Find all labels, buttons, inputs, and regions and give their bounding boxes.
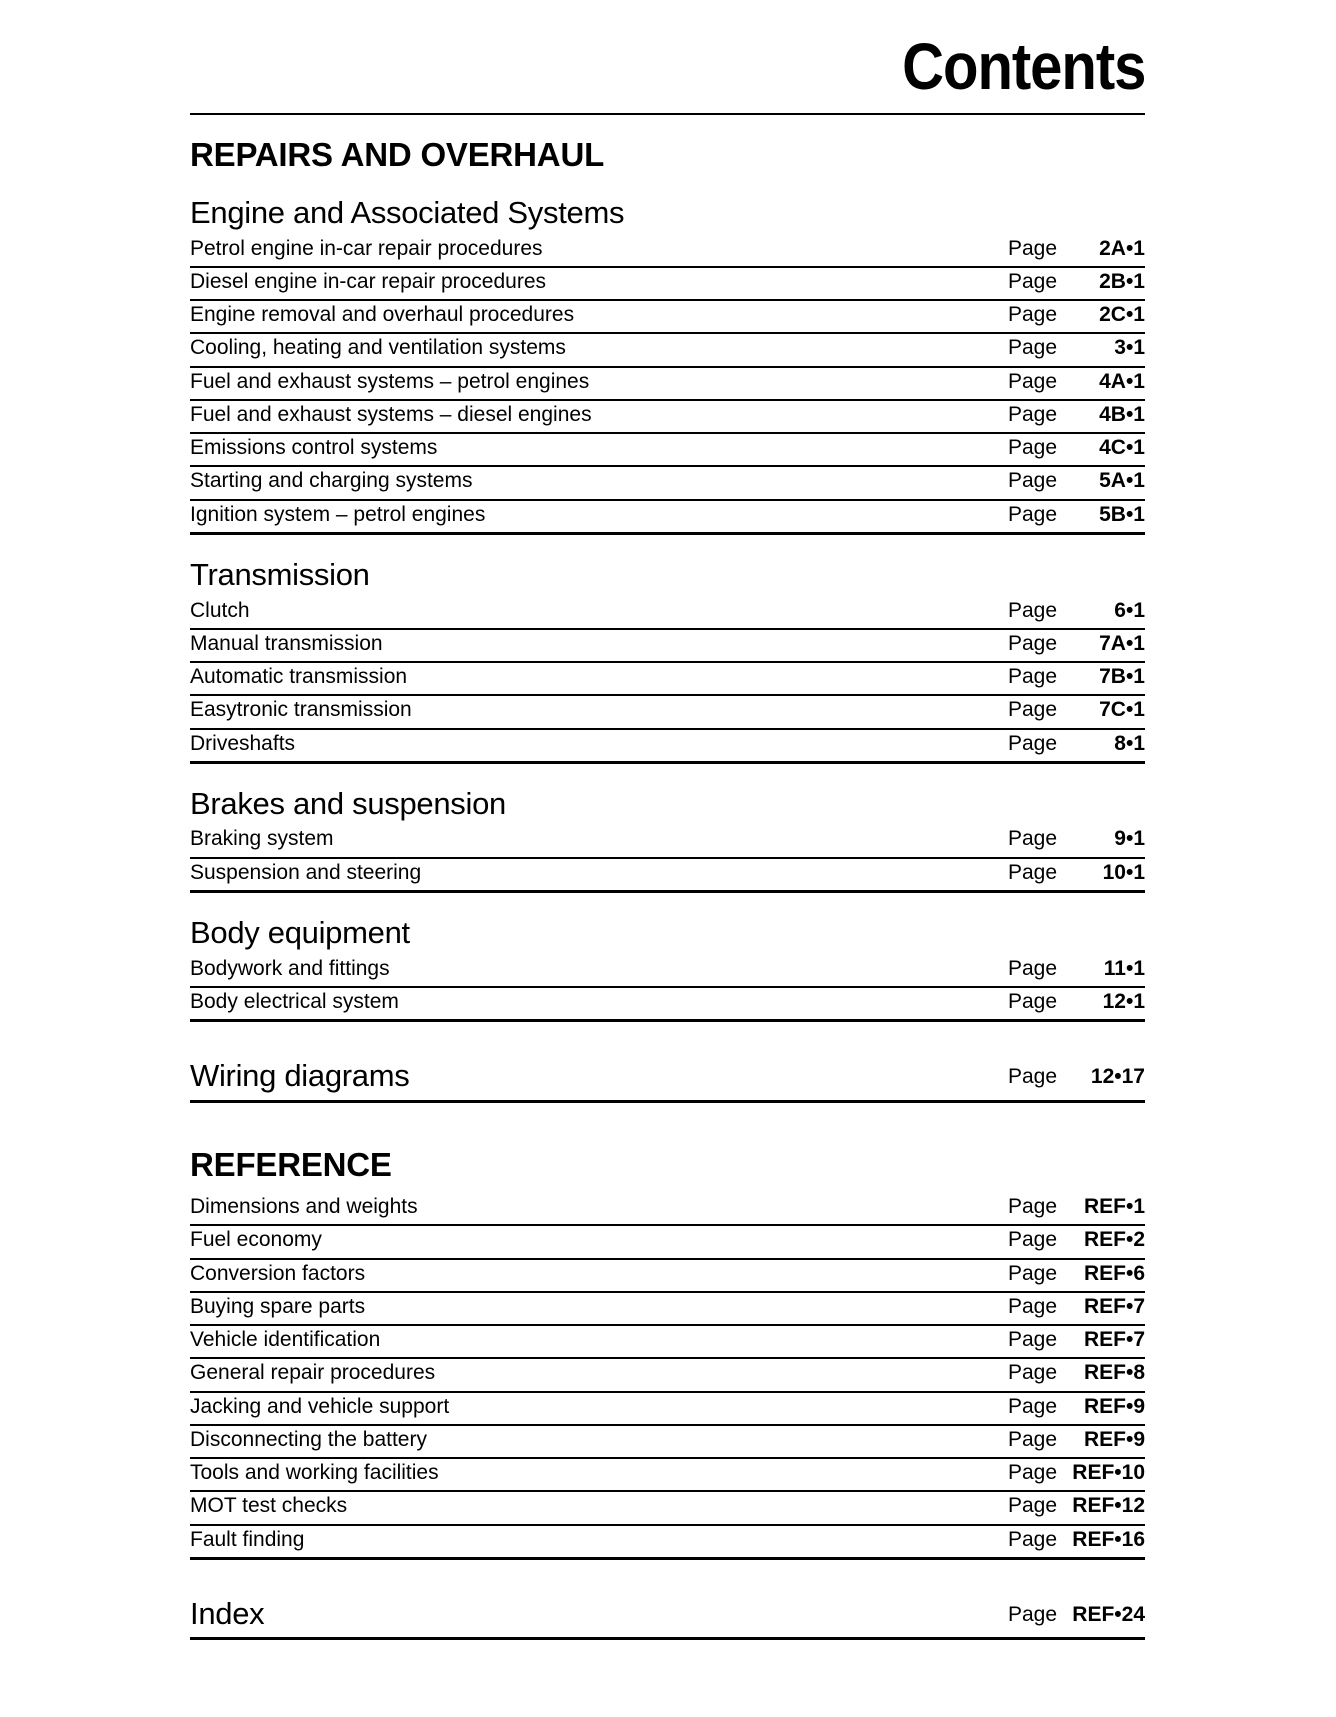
page-label: Page	[1007, 827, 1057, 851]
page-label: Page	[1007, 989, 1057, 1013]
toc-entry-clutch[interactable]	[190, 597, 1145, 630]
group-spacer	[190, 1183, 1145, 1193]
page-label: Page	[1007, 731, 1057, 755]
page-number: REF•10	[1072, 1461, 1145, 1485]
masthead	[190, 0, 1145, 103]
page-label: Page	[1007, 1461, 1057, 1485]
toc-entry-label: Fault finding	[190, 1527, 305, 1551]
page-number: 6•1	[1114, 598, 1145, 622]
page-label: Page	[1007, 1065, 1057, 1089]
toc-entry-fuel-economy[interactable]	[190, 1226, 1145, 1259]
page-number: 10•1	[1102, 860, 1145, 884]
page-number: REF•7	[1083, 1328, 1145, 1352]
toc-entry-page-group	[1008, 989, 1145, 1015]
group-engine-and-associated-systems	[190, 195, 1145, 535]
toc-entry-page-group	[1008, 1603, 1145, 1627]
toc-entry-label: Clutch	[190, 598, 250, 622]
page-label: Page	[1007, 402, 1057, 426]
page-number: 3•1	[1114, 336, 1145, 360]
page-label: Page	[1007, 665, 1057, 689]
toc-entry-page-group	[1008, 402, 1145, 428]
toc-entry-label: Petrol engine in-car repair procedures	[190, 236, 543, 260]
page-number: REF•6	[1083, 1261, 1145, 1285]
toc-entry-label: Automatic transmission	[190, 665, 408, 689]
page-label: Page	[1007, 303, 1057, 327]
toc-entry-page-group	[1008, 1227, 1145, 1253]
page-number: 5B•1	[1099, 502, 1145, 526]
content-column	[190, 0, 1145, 1640]
toc-entry-label: Driveshafts	[190, 731, 296, 755]
toc-entry-page-group	[1008, 631, 1145, 657]
page-label: Page	[1007, 1195, 1057, 1219]
toc-entry-wiring-diagrams[interactable]	[190, 1058, 1145, 1103]
part-title-repairs-and-overhaul: REPAIRS AND OVERHAUL	[190, 135, 605, 173]
group-transmission	[190, 557, 1145, 764]
toc-entry-page-group	[1008, 302, 1145, 328]
page-label: Page	[1007, 1294, 1057, 1318]
toc-entry-page-group	[1008, 236, 1145, 262]
group-body-equipment	[190, 915, 1145, 1022]
page-number: REF•9	[1083, 1427, 1145, 1451]
page-number: REF•24	[1072, 1602, 1145, 1626]
toc-entry-body-electrical-system[interactable]	[190, 988, 1145, 1022]
page-label: Page	[1007, 369, 1057, 393]
toc-entry-label: Ignition system – petrol engines	[190, 502, 486, 526]
toc-entry-label: MOT test checks	[190, 1494, 348, 1518]
page-number: REF•1	[1083, 1195, 1145, 1219]
page-label: Page	[1007, 698, 1057, 722]
part-reference	[190, 1147, 1145, 1641]
page-title: Contents	[901, 29, 1145, 103]
toc-entry-vehicle-identification[interactable]	[190, 1326, 1145, 1359]
page-label: Page	[1007, 1261, 1057, 1285]
page-number: REF•16	[1072, 1527, 1145, 1551]
toc-entry-page-group	[1008, 731, 1145, 757]
toc-entry-page-group	[1008, 369, 1145, 395]
toc-entry-label: Index	[190, 1595, 265, 1631]
toc-entry-page-group	[1008, 1294, 1145, 1320]
toc-entry-page-group	[1008, 598, 1145, 624]
toc-entry-page-group	[1008, 1360, 1145, 1386]
toc-entry-buying-spare-parts[interactable]	[190, 1293, 1145, 1326]
toc-entry-label: Wiring diagrams	[190, 1058, 410, 1094]
toc-entry-label: Jacking and vehicle support	[190, 1394, 450, 1418]
group-reference-entries	[190, 1183, 1145, 1560]
toc-entry-starting-and-charging-systems[interactable]	[190, 467, 1145, 500]
page-label: Page	[1007, 1361, 1057, 1385]
toc-entry-dimensions-and-weights[interactable]	[190, 1193, 1145, 1226]
toc-entry-label: Cooling, heating and ventilation systems	[190, 336, 566, 360]
page-label: Page	[1007, 1427, 1057, 1451]
page-label: Page	[1007, 1602, 1057, 1626]
toc-entry-suspension-and-steering[interactable]	[190, 859, 1145, 893]
toc-entry-ignition-system-petrol-engines[interactable]	[190, 501, 1145, 535]
page-number: REF•8	[1083, 1361, 1145, 1385]
toc-entry-label: Braking system	[190, 827, 334, 851]
page-label: Page	[1007, 1527, 1057, 1551]
toc-entry-page-group	[1008, 1065, 1145, 1089]
group-title-transmission: Transmission	[190, 556, 370, 592]
page-number: REF•2	[1083, 1228, 1145, 1252]
toc-entry-page-group	[1008, 1327, 1145, 1353]
toc-entry-bodywork-and-fittings[interactable]	[190, 955, 1145, 988]
toc-entry-driveshafts[interactable]	[190, 730, 1145, 764]
page-number: 8•1	[1114, 731, 1145, 755]
toc-entry-fuel-and-exhaust-systems-petrol-engines[interactable]	[190, 368, 1145, 401]
group-title-body-equipment: Body equipment	[190, 914, 410, 950]
toc-entry-label: Suspension and steering	[190, 860, 422, 884]
page-number: 11•1	[1103, 956, 1145, 980]
masthead-divider	[190, 113, 1145, 115]
page-label: Page	[1007, 956, 1057, 980]
toc-entry-page-group	[1008, 435, 1145, 461]
page-label: Page	[1007, 1228, 1057, 1252]
toc-entry-label: Starting and charging systems	[190, 469, 473, 493]
toc-entry-fault-finding[interactable]	[190, 1526, 1145, 1560]
page-number: 2C•1	[1099, 303, 1145, 327]
toc-entry-cooling-heating-and-ventilation-systems[interactable]	[190, 334, 1145, 367]
page-number: 2A•1	[1099, 236, 1145, 260]
group-title-engine-and-associated-systems: Engine and Associated Systems	[190, 195, 625, 231]
page-label: Page	[1007, 860, 1057, 884]
part-repairs-and-overhaul	[190, 137, 1145, 1103]
toc-entry-label: Fuel and exhaust systems – diesel engines	[190, 402, 592, 426]
page-label: Page	[1007, 1394, 1057, 1418]
toc-entry-fuel-and-exhaust-systems-diesel-engines[interactable]	[190, 401, 1145, 434]
toc-entry-page-group	[1008, 468, 1145, 494]
page-label: Page	[1007, 236, 1057, 260]
toc-entry-manual-transmission[interactable]	[190, 630, 1145, 663]
page-number: 2B•1	[1099, 269, 1145, 293]
toc-entry-petrol-engine-in-car-repair-procedures[interactable]	[190, 235, 1145, 268]
page-number: 12•17	[1090, 1065, 1145, 1089]
toc-entry-general-repair-procedures[interactable]	[190, 1359, 1145, 1392]
toc-entry-page-group	[1008, 1493, 1145, 1519]
toc-entry-label: Buying spare parts	[190, 1294, 366, 1318]
page-number: 4C•1	[1099, 436, 1145, 460]
toc-entry-page-group	[1008, 1194, 1145, 1220]
toc-entry-label: Dimensions and weights	[190, 1195, 418, 1219]
group-brakes-and-suspension	[190, 786, 1145, 893]
toc-entry-tools-and-working-facilities[interactable]	[190, 1459, 1145, 1492]
toc-entry-page-group	[1008, 1394, 1145, 1420]
toc-entry-emissions-control-systems[interactable]	[190, 434, 1145, 467]
page-label: Page	[1007, 336, 1057, 360]
toc-entry-diesel-engine-in-car-repair-procedures[interactable]	[190, 268, 1145, 301]
page-label: Page	[1007, 436, 1057, 460]
toc-entry-page-group	[1008, 860, 1145, 886]
toc-entry-label: Engine removal and overhaul procedures	[190, 303, 575, 327]
page-number: 7C•1	[1099, 698, 1145, 722]
page-number: 7A•1	[1099, 631, 1145, 655]
page-number: 5A•1	[1099, 469, 1145, 493]
page-number: 4A•1	[1099, 369, 1145, 393]
toc-entry-label: Bodywork and fittings	[190, 956, 390, 980]
page-label: Page	[1007, 469, 1057, 493]
page-number: 4B•1	[1099, 402, 1145, 426]
page-number: REF•7	[1083, 1294, 1145, 1318]
toc-entry-page-group	[1008, 664, 1145, 690]
toc-entry-label: Manual transmission	[190, 631, 383, 655]
part-title-reference: REFERENCE	[190, 1145, 392, 1183]
toc-entry-page-group	[1008, 826, 1145, 852]
toc-entry-braking-system[interactable]	[190, 825, 1145, 858]
page-number: REF•9	[1083, 1394, 1145, 1418]
page-number: REF•12	[1072, 1494, 1145, 1518]
toc-entry-label: Tools and working facilities	[190, 1461, 439, 1485]
toc-entry-conversion-factors[interactable]	[190, 1260, 1145, 1293]
toc-entry-page-group	[1008, 502, 1145, 528]
page-label: Page	[1007, 1328, 1057, 1352]
toc-entry-disconnecting-the-battery[interactable]	[190, 1426, 1145, 1459]
toc-entry-label: Conversion factors	[190, 1261, 366, 1285]
page-label: Page	[1007, 631, 1057, 655]
toc-entry-engine-removal-and-overhaul-procedures[interactable]	[190, 301, 1145, 334]
toc-entry-page-group	[1008, 1527, 1145, 1553]
page-label: Page	[1007, 1494, 1057, 1518]
toc-entry-label: Emissions control systems	[190, 436, 438, 460]
page-number: 7B•1	[1099, 665, 1145, 689]
toc-entry-easytronic-transmission[interactable]	[190, 696, 1145, 729]
toc-entry-jacking-and-vehicle-support[interactable]	[190, 1393, 1145, 1426]
toc-entry-label: Easytronic transmission	[190, 698, 412, 722]
toc-entry-page-group	[1008, 1427, 1145, 1453]
toc-entry-page-group	[1008, 697, 1145, 723]
toc-entry-mot-test-checks[interactable]	[190, 1492, 1145, 1525]
toc-entry-page-group	[1008, 1261, 1145, 1287]
page-label: Page	[1007, 598, 1057, 622]
toc-entry-page-group	[1008, 956, 1145, 982]
page-number: 9•1	[1114, 827, 1145, 851]
toc-entry-label: Body electrical system	[190, 989, 399, 1013]
toc-entry-page-group	[1008, 1460, 1145, 1486]
toc-entry-automatic-transmission[interactable]	[190, 663, 1145, 696]
toc-entry-label: Vehicle identification	[190, 1328, 381, 1352]
toc-entry-page-group	[1008, 269, 1145, 295]
toc-entry-label: Fuel and exhaust systems – petrol engines	[190, 369, 590, 393]
toc-entry-label: Disconnecting the battery	[190, 1427, 427, 1451]
group-title-brakes-and-suspension: Brakes and suspension	[190, 785, 506, 821]
parts-container	[190, 137, 1145, 1641]
toc-entry-page-group	[1008, 335, 1145, 361]
toc-entry-label: Diesel engine in-car repair procedures	[190, 269, 547, 293]
toc-entry-index[interactable]	[190, 1596, 1145, 1641]
toc-entry-label: Fuel economy	[190, 1228, 322, 1252]
page-label: Page	[1007, 502, 1057, 526]
page-label: Page	[1007, 269, 1057, 293]
page-number: 12•1	[1102, 989, 1145, 1013]
toc-entry-label: General repair procedures	[190, 1361, 436, 1385]
